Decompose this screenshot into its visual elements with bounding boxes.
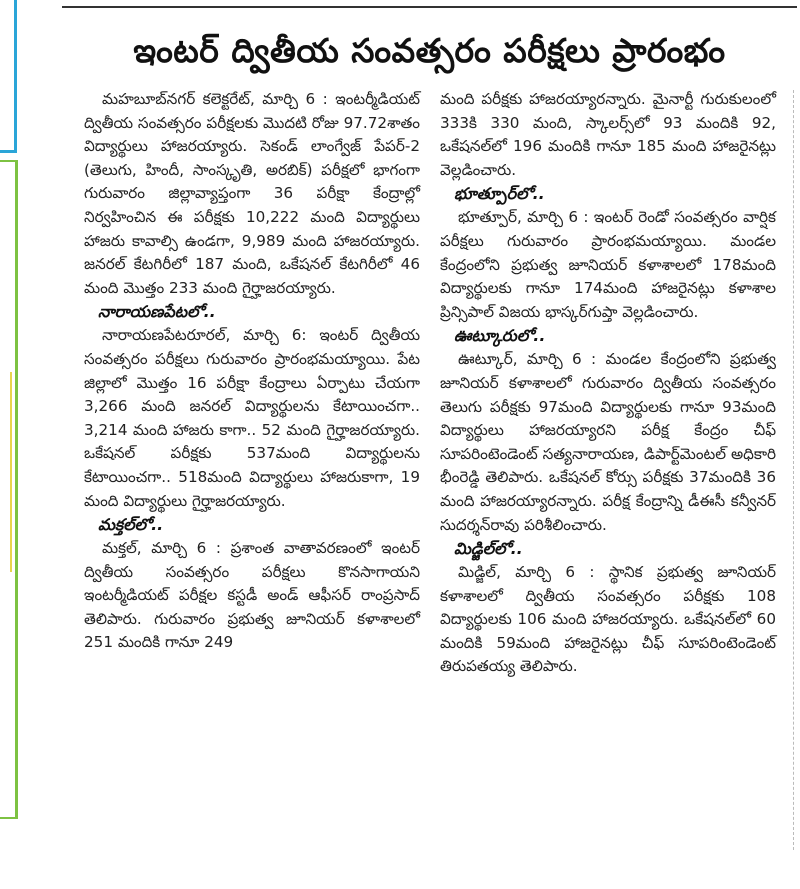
- subheading-makthal: మక్తల్‌లో..: [98, 515, 164, 535]
- paragraph-continued: మంది పరీక్షకు హాజరయ్యారన్నారు. మైనార్టీ గురుకులంలో 333కి 330 మంది, స్కాలర్స్‌లో 93 మందికి 92, ఒకేషనల్‌లో 196 మందికి గానూ 185 మంది హాజరైనట్లు వెల్లడించారు.: [440, 90, 776, 179]
- subheading-narayanapet: నారాయణపేటలో..: [98, 302, 216, 322]
- yellow-frame-border: [0, 372, 12, 572]
- paragraph-midjil: మిడ్జిల్, మార్చి 6 : స్థానిక ప్రభుత్వ జూనియర్ కళాశాలలో ద్వితీయ సంవత్సరం పరీక్షకు 108 విద్యార్థులకు 106 మంది హాజరయ్యారు. ఒకేషనల్‌లో 60 మందికి 59మంది హాజరైనట్లు చీఫ్ సూపరింటెండెంట్ తిరుపతయ్య తెలిపారు.: [440, 563, 776, 676]
- column-edge-divider: [793, 90, 797, 850]
- paragraph-mahabubnagar: మహబూబ్‌నగర్ కలెక్టరేట్, మార్చి 6 : ఇంటర్మీడియట్ ద్వితీయ సంవత్సరం పరీక్షలకు మొదటి రోజు 97.72శాతం విద్యార్థులు హాజరయ్యారు. సెకండ్ లాంగ్వేజ్ పేపర్-2 (తెలుగు, హిందీ, సాంస్కృతి, అరబిక్) పరీక్షలో భాగంగా గురువారం జిల్లావ్యాప్తంగా 36 పరీక్షా కేంద్రాల్లో నిర్వహించిన ఈ పరీక్షకు 10,222 మంది విద్యార్థులు హాజరు కావాల్సి ఉండగా, 9,989 మంది హాజరయ్యారు. జనరల్ కేటగిరీలో 187 మంది, ఒకేషనల్ కేటగిరీలో 46 మంది మొత్తం 233 మంది గైర్హాజరయ్యారు.: [84, 90, 420, 297]
- article-column-left: [84, 88, 420, 655]
- paragraph-narayanapet: నారాయణపేటరూరల్, మార్చి 6: ఇంటర్ ద్వితీయ సంవత్సరం పరీక్షలు గురువారం ప్రారంభమయ్యాయి. పేట జిల్లాలో మొత్తం 16 పరీక్షా కేంద్రాలు ఏర్పాటు చేయగా 3,266 మంది జనరల్ విద్యార్థులను కేటాయించగా.. 3,214 మంది హాజరు కాగా.. 52 మంది గైర్హాజరయ్యారు. ఒకేషనల్ పరీక్షకు 537మంది విద్యార్థులను కేటాయించగా.. 518మంది విద్యార్థులు హాజరుకాగా, 19 మంది విద్యార్థులు గైర్హాజరయ్యారు.: [84, 326, 420, 510]
- news-article: [62, 0, 797, 889]
- article-column-right: [440, 88, 776, 679]
- paragraph-makthal: మక్తల్, మార్చి 6 : ప్రశాంత వాతావరణంలో ఇంటర్ ద్వితీయ సంవత్సరం పరీక్షలు కొనసాగాయని ఇంటర్మీడియట్ పరీక్షల కస్టడీ అండ్ ఆఫీసర్ రాంప్రసాద్ తెలిపారు. గురువారం ప్రభుత్వ జూనియర్ కళాశాలలో 251 మందికి గానూ 249: [84, 539, 420, 652]
- article-headline: ఇంటర్ ద్వితీయ సంవత్సరం పరీక్షలు ప్రారంభం: [133, 31, 726, 70]
- subheading-utkoor: ఊట్కూరులో..: [454, 326, 546, 346]
- subheading-bhoothpur: భూత్పూర్‌లో..: [454, 184, 545, 204]
- top-divider: [62, 6, 797, 8]
- subheading-midjil: మిడ్జిల్‌లో..: [454, 539, 523, 559]
- adjacent-page-edge: [0, 0, 62, 889]
- paragraph-utkoor: ఊట్కూర్, మార్చి 6 : మండల కేంద్రంలోని ప్రభుత్వ జూనియర్ కళాశాలలో గురువారం ద్వితీయ సంవత్సరం తెలుగు పరీక్షకు 97మంది విద్యార్థులకు గానూ 93మంది విద్యార్థులు హాజరయ్యారని పరీక్ష కేంద్రం చీఫ్ సూపరింటెండెంట్ సత్యనారాయణ, డిపార్ట్‌మెంటల్ అధికారి భీంరెడ్డి తెలిపారు. ఒకేషనల్ కోర్సు పరీక్షకు 37మందికి 36 మంది హాజరయ్యారన్నారు. పరీక్ష కేంద్రాన్ని డీఈసీ కన్వీనర్ సుదర్శన్‌రావు పరిశీలించారు.: [440, 350, 776, 534]
- paragraph-bhoothpur: భూత్పూర్, మార్చి 6 : ఇంటర్ రెండో సంవత్సరం వార్షిక పరీక్షలు గురువారం ప్రారంభమయ్యాయి. మండల కేంద్రంలోని ప్రభుత్వ జూనియర్ కళాశాలలో 178మంది విద్యార్థులకు గానూ 174మంది హాజరైనట్లు కళాశాల ప్రిన్సిపాల్ విజయ భాస్కర్‌గుప్తా వెల్లడించారు.: [440, 208, 776, 321]
- blue-frame-border: [0, 0, 17, 153]
